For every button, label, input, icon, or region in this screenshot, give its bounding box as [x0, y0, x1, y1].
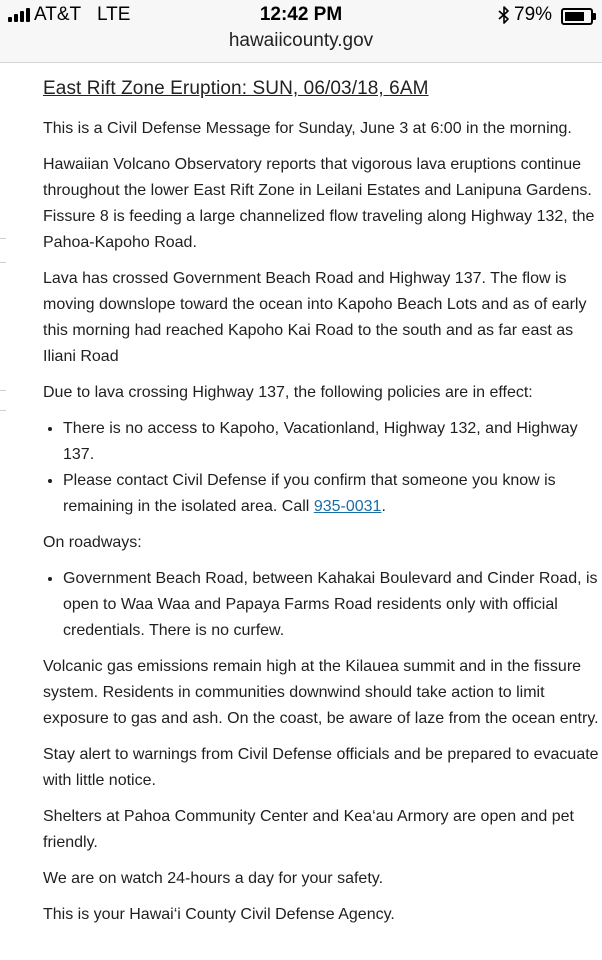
- article-title[interactable]: East Rift Zone Eruption: SUN, 06/03/18, 6AM: [43, 78, 429, 99]
- article-paragraph: Shelters at Pahoa Community Center and Kea‘au Armory are open and pet friendly.: [43, 808, 574, 851]
- battery-level: [565, 12, 584, 21]
- address-bar-url[interactable]: hawaiicounty.gov: [228, 30, 374, 51]
- carrier-name: AT&T: [34, 4, 82, 25]
- battery-percent: 79%: [514, 4, 553, 25]
- roadways-list: [43, 566, 599, 644]
- list-item: • There is no access to Kapoho, Vacationland, Highway 132, and Highway 137.: [63, 416, 599, 468]
- page-edge-mark: [0, 262, 6, 263]
- roadways-heading: On roadways:: [43, 534, 142, 551]
- article-paragraph: Stay alert to warnings from Civil Defense officials and be prepared to evacuate with little notice.: [43, 746, 599, 789]
- page-edge-mark: [0, 390, 6, 391]
- list-item-text: Please contact Civil Defense if you confirm that someone you know is remaining in the isolated area. Call: [63, 472, 556, 515]
- article-paragraph: Hawaiian Volcano Observatory reports that vigorous lava eruptions continue throughout the lower East Rift Zone in Leilani Estates and Lanipuna Gardens. Fissure 8 is feeding a large channelized flow traveling along Highway 132, the Pahoa-Kapoho Road.: [43, 156, 595, 251]
- list-item: [63, 468, 599, 520]
- article: [43, 76, 599, 938]
- page-edge-mark: [0, 238, 6, 239]
- bluetooth-icon: [498, 6, 510, 24]
- list-item-end: .: [381, 498, 386, 515]
- status-time: 12:42 PM: [259, 4, 343, 25]
- policies-list: [43, 416, 599, 520]
- phone-link[interactable]: 935-0031: [313, 498, 382, 515]
- network-type: LTE: [97, 4, 131, 25]
- article-paragraph: Volcanic gas emissions remain high at the Kilauea summit and in the fissure system. Residents in communities downwind should take action to limit exposure to gas and ash. On the coast, be aware of laze from the ocean entry.: [43, 658, 599, 727]
- article-intro: This is a Civil Defense Message for Sunday, June 3 at 6:00 in the morning.: [43, 120, 572, 137]
- policies-heading: Due to lava crossing Highway 137, the following policies are in effect:: [43, 384, 533, 401]
- article-closing: This is your Hawai‘i County Civil Defense Agency.: [43, 906, 395, 923]
- page-edge-mark: [0, 410, 6, 411]
- status-bar: [0, 0, 602, 63]
- battery-icon: [561, 8, 593, 25]
- list-item: • Government Beach Road, between Kahakai Boulevard and Cinder Road, is open to Waa Waa and Papaya Farms Road residents only with official credentials. There is no curfew.: [63, 566, 599, 644]
- article-paragraph: We are on watch 24-hours a day for your safety.: [43, 870, 384, 887]
- article-paragraph: Lava has crossed Government Beach Road and Highway 137. The flow is moving downslope toward the ocean into Kapoho Beach Lots and as of early this morning had reached Kapoho Kai Road to the south and as far east as Iliani Road: [43, 270, 587, 365]
